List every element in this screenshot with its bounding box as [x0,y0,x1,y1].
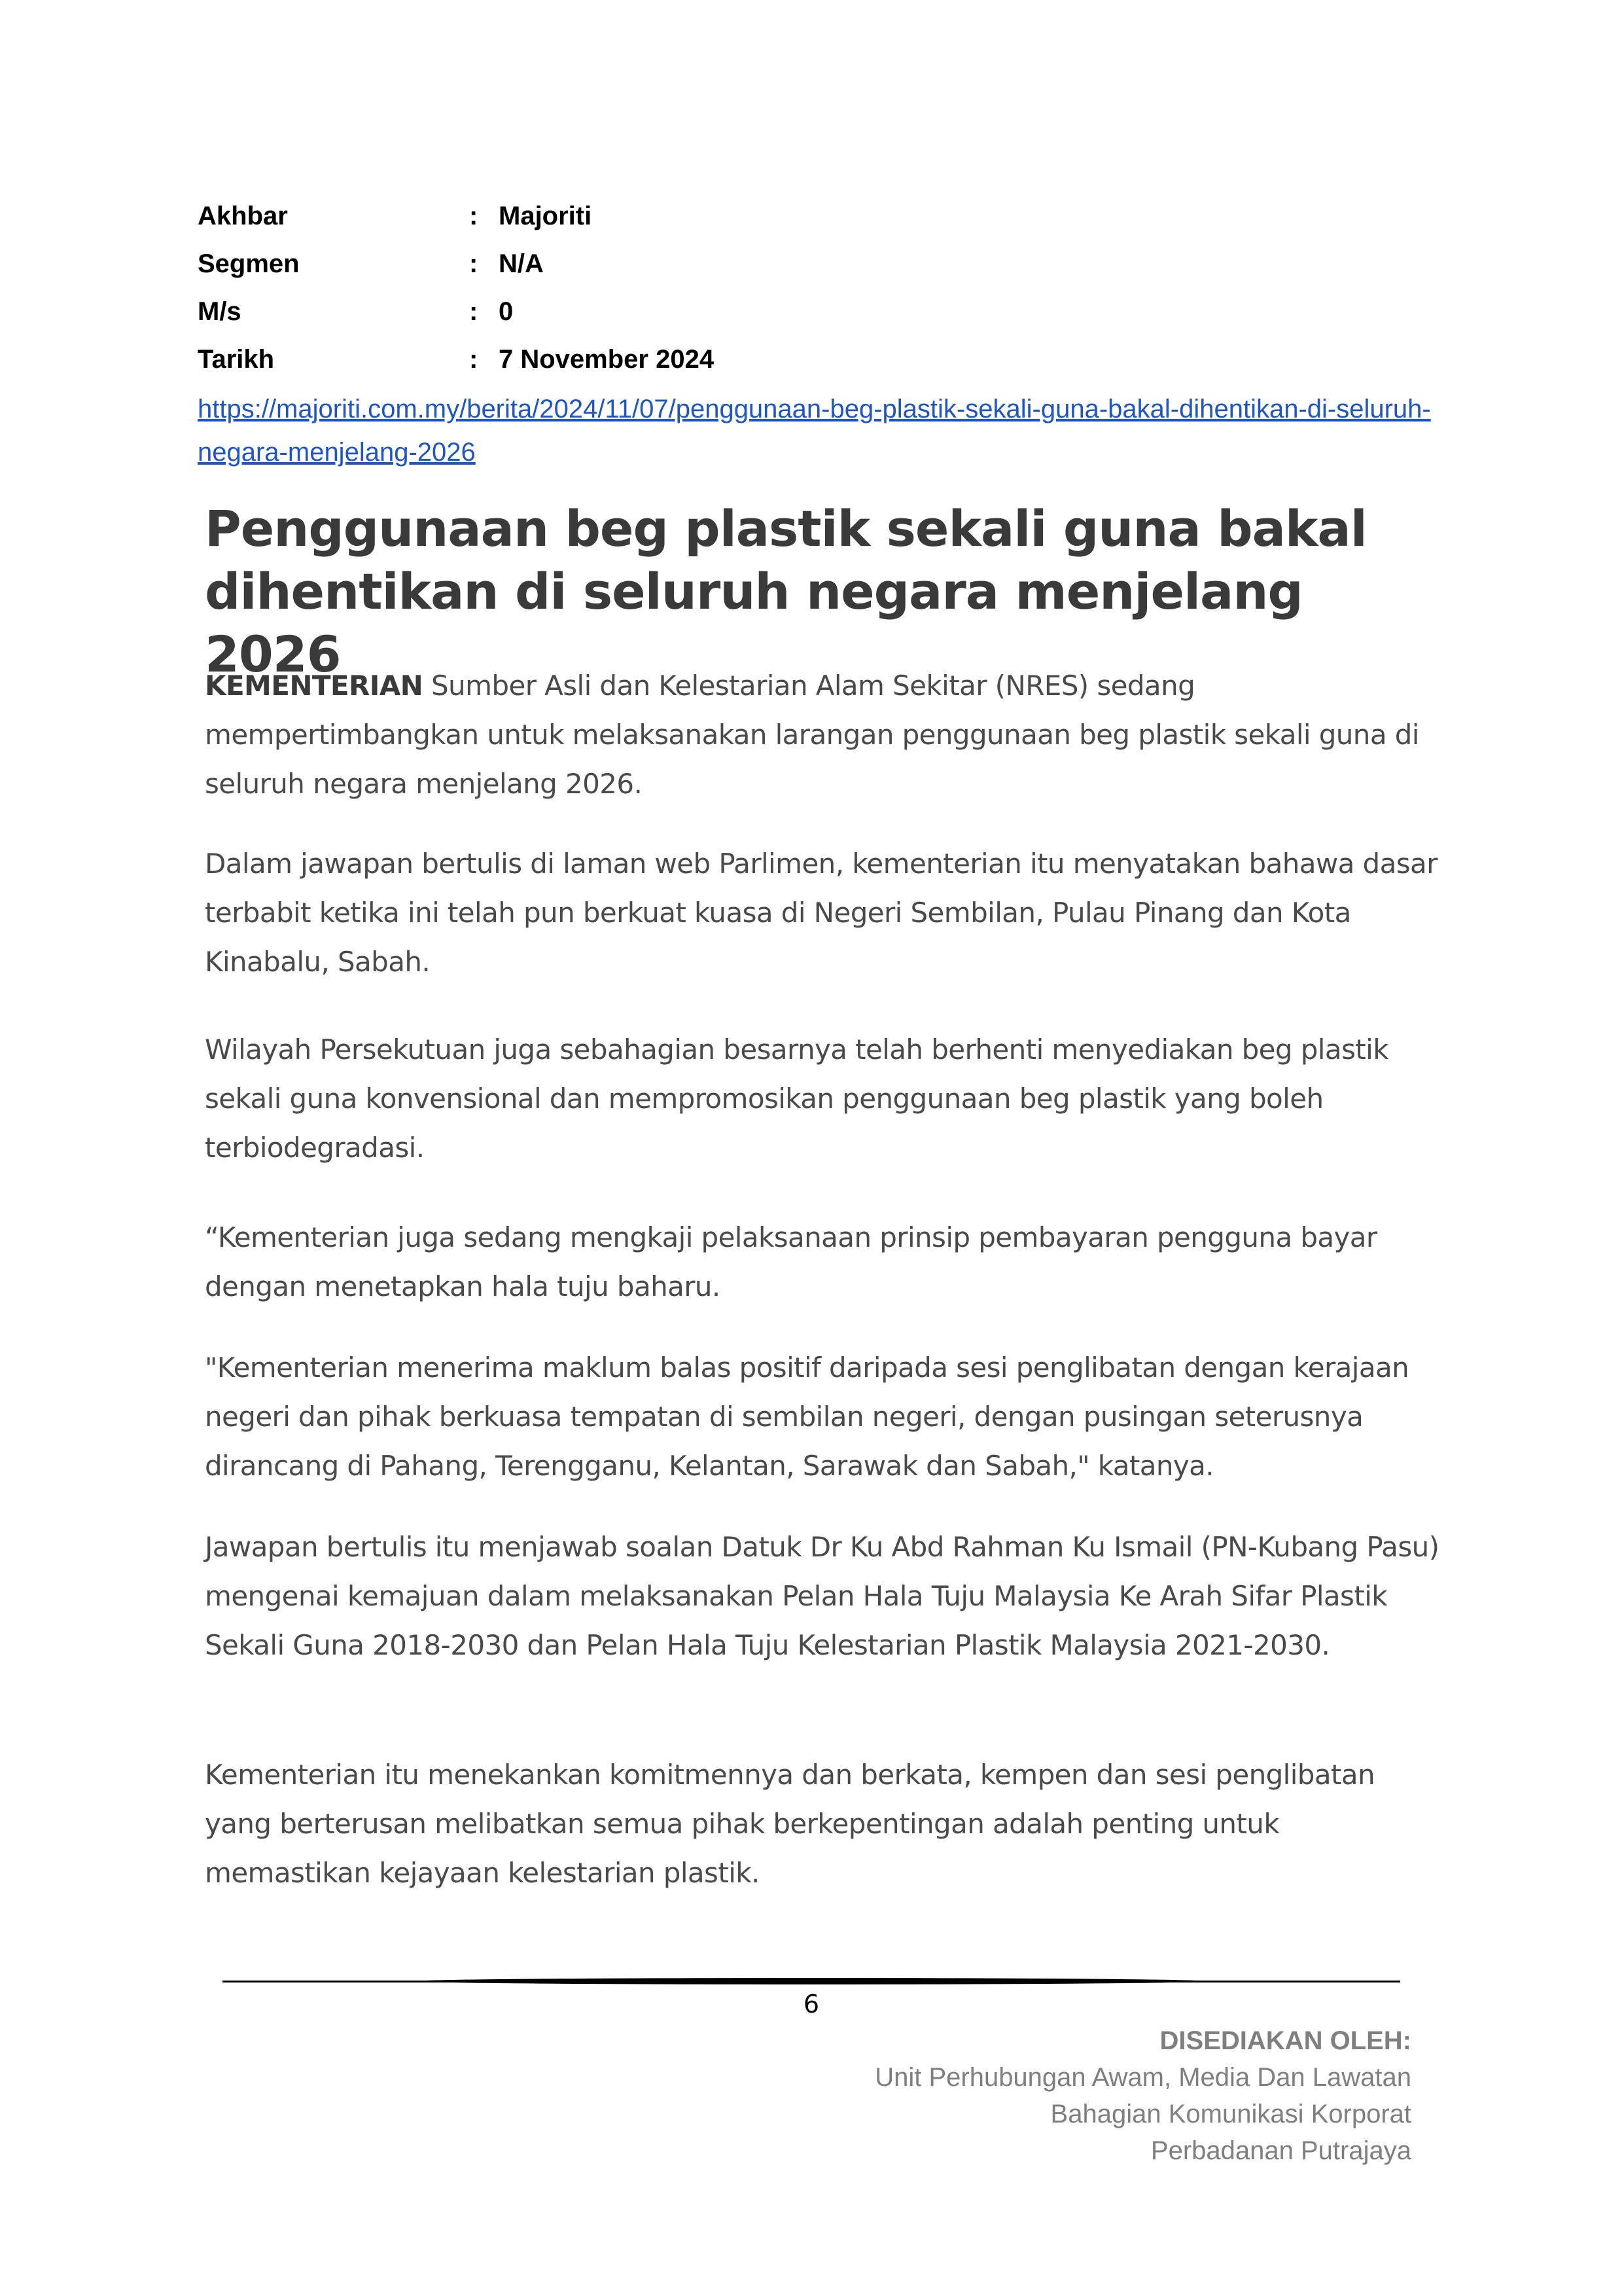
headline-line-1: Penggunaan beg plastik sekali guna bakal [205,499,1367,558]
meta-label: Tarikh [198,345,275,374]
source-link[interactable]: https://majoriti.com.my/berita/2024/11/07/penggunaan-beg-plastik-sekali-guna-bakal-dihentikan-di-seluruh-negara-menjelang-2026 [198,395,1431,467]
article-paragraph-7: Kementerian itu menekankan komitmennya dan berkata, kempen dan sesi penglibatan yang berterusan melibatkan semua pihak berkepentingan adalah penting untuk memastikan kejayaan kelestarian plastik. [205,1759,1375,1889]
meta-value: 0 [499,297,514,326]
paragraph-text: Sumber Asli dan Kelestarian Alam Sekitar (NRES) sedang mempertimbangkan untuk melaksanakan larangan penggunaan beg plastik sekali guna di seluruh negara menjelang 2026. [205,670,1419,800]
footer-divider-accent [419,1978,1204,1984]
headline-line-2: dihentikan di seluruh negara menjelang 2026 [205,562,1303,683]
meta-row-segmen [198,240,714,288]
article-headline [205,497,1441,686]
metadata-table [198,192,714,384]
meta-row-ms [198,288,714,336]
meta-colon: : [469,297,478,326]
meta-value: Majoriti [499,202,592,230]
meta-colon: : [469,345,478,374]
prepared-title: DISEDIAKAN OLEH: [1159,2026,1411,2055]
article-paragraph-1 [205,661,1441,808]
meta-value: 7 November 2024 [499,345,715,374]
meta-label: Segmen [198,249,300,278]
meta-label: Akhbar [198,202,288,230]
meta-colon: : [469,202,478,230]
meta-row-akhbar [198,192,714,240]
meta-colon: : [469,249,478,278]
article-clipping [205,497,1441,1889]
article-paragraph-4: “Kementerian juga sedang mengkaji pelaksanaan prinsip pembayaran pengguna bayar dengan menetapkan hala tuju baharu. [205,1221,1377,1302]
prepared-line-1: Unit Perhubungan Awam, Media Dan Lawatan [875,2063,1411,2092]
meta-row-tarikh [198,336,714,384]
page-number: 6 [803,1990,820,2018]
article-paragraph-6: Jawapan bertulis itu menjawab soalan Datuk Dr Ku Abd Rahman Ku Ismail (PN-Kubang Pasu) mengenai kemajuan dalam melaksanakan Pelan Hala Tuju Malaysia Ke Arah Sifar Plastik Sekali Guna 2018-2030 dan Pelan Hala Tuju Kelestarian Plastik Malaysia 2021-2030. [205,1531,1439,1661]
lead-word: KEMENTERIAN [205,670,423,702]
meta-label: M/s [198,297,241,326]
article-paragraph-5: "Kementerian menerima maklum balas positif daripada sesi penglibatan dengan kerajaan negeri dan pihak berkuasa tempatan di sembilan negeri, dengan pusingan seterusnya dirancang di Pahang, Terengganu, Kelantan, Sarawak dan Sabah," katanya. [205,1352,1409,1482]
prepared-line-3: Perbadanan Putrajaya [1150,2136,1411,2165]
prepared-line-2: Bahagian Komunikasi Korporat [1050,2100,1411,2128]
article-paragraph-3: Wilayah Persekutuan juga sebahagian besarnya telah berhenti menyediakan beg plastik sekali guna konvensional dan mempromosikan penggunaan beg plastik yang boleh terbiodegradasi. [205,1033,1388,1164]
article-paragraph-2: Dalam jawapan bertulis di laman web Parlimen, kementerian itu menyatakan bahawa dasar terbabit ketika ini telah pun berkuat kuasa di Negeri Sembilan, Pulau Pinang dan Kota Kinabalu, Sabah. [205,848,1438,978]
meta-value: N/A [499,249,544,278]
prepared-by [875,2022,1411,2169]
